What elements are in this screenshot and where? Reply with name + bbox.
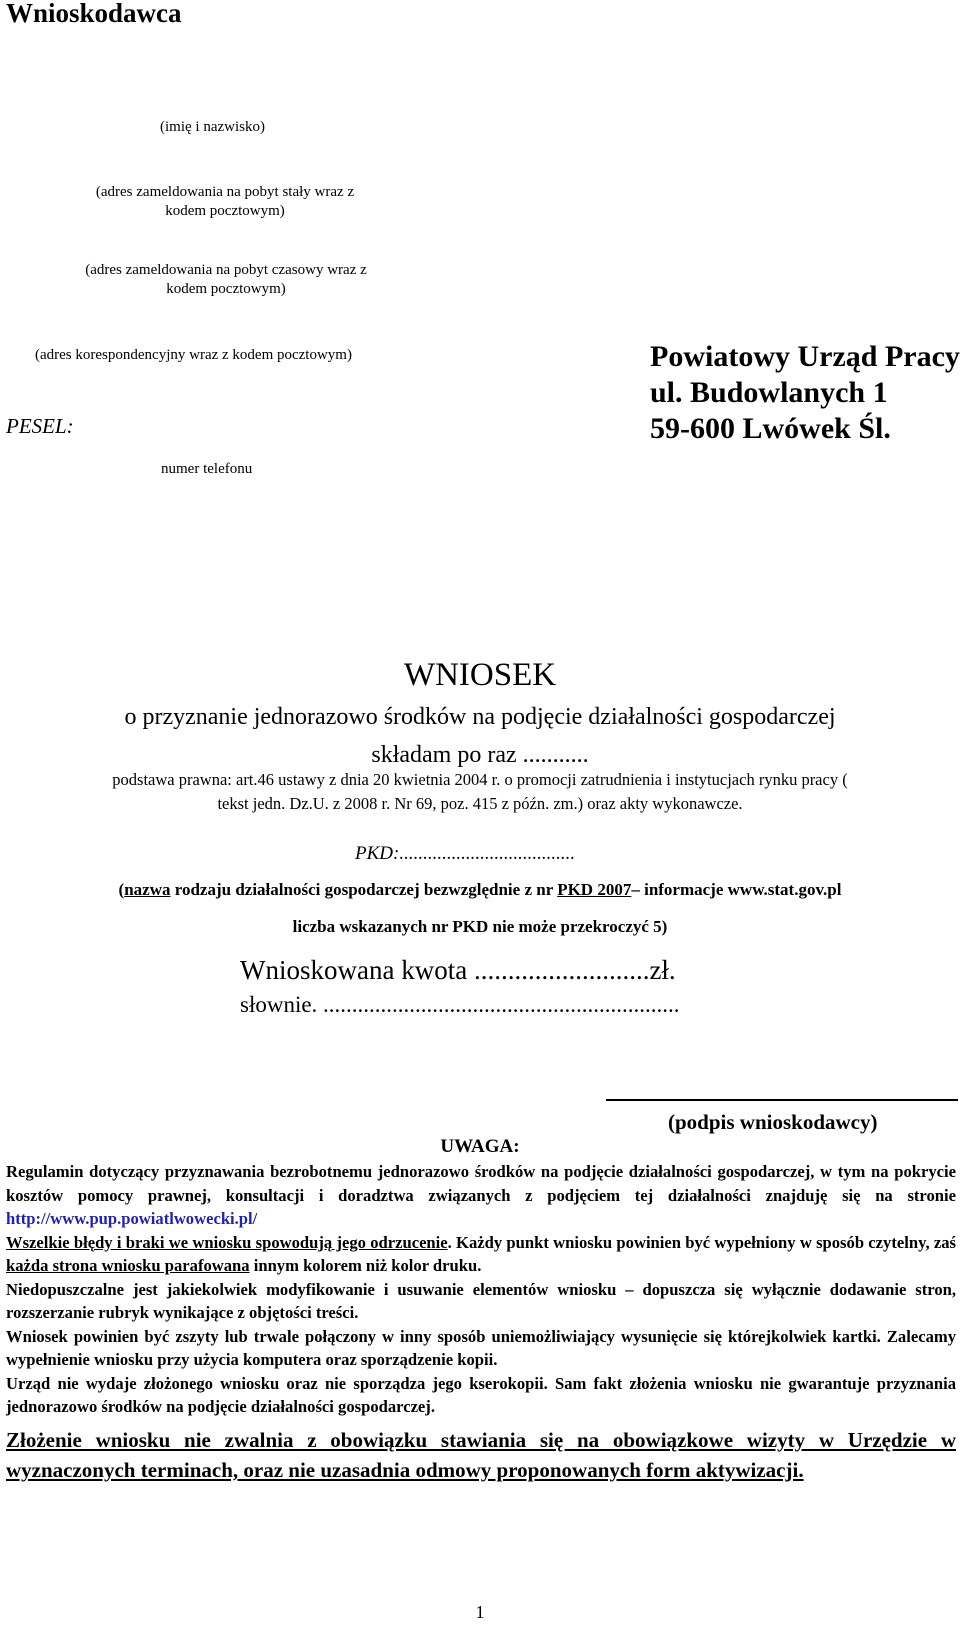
notice-paragraph: Urząd nie wydaje złożonego wniosku oraz nie sporządza jego kserokopii. Sam fakt złożenia wniosku nie gwarantuje przyznania jednorazowo środków na podjęcie działalności gospodarczej. <box>6 1373 956 1416</box>
applicant-title: Wnioskodawca <box>6 0 182 28</box>
notice-paragraph: Niedopuszczalne jest jakiekolwiek modyfikowanie i usuwanie elementów wniosku – dopuszcza się wyłącznie dodawanie stron, rozszerzanie rubryk wynikające z objętości treści. <box>6 1279 956 1322</box>
notice-important <box>6 1425 956 1485</box>
name-hint: (imię i nazwisko) <box>160 119 265 135</box>
pkd-note-info: – informacje www.stat.gov.pl <box>631 880 842 899</box>
application-heading: WNIOSEK <box>403 657 557 693</box>
signature-label: (podpis wnioskodawcy) <box>668 1110 878 1134</box>
notice-p2-underlined2: każda strona wniosku parafowana <box>6 1256 250 1275</box>
pkd-note-open: ( <box>118 880 125 899</box>
pkd-note-name: nazwa <box>124 880 171 899</box>
notice-p1-text: Regulamin dotyczący przyznawania bezrobotnemu jednorazowo środków na podjęcie działalności gospodarczej, w tym na pokrycie kosztów pomocy prawnej, konsultacji i doradztwa związanych z podjęciem tej działalności znajduję się na stronie <box>6 1162 956 1205</box>
notice-important-text: Złożenie wniosku nie zwalnia z obowiązku stawiania się na obowiązkowe wizyty w Urzędzie w wyznaczonych terminach, oraz nie uzasadnia odmowy proponowanych form aktywizacji. <box>6 1428 956 1482</box>
notice-p2-underlined: Wszelkie błędy i braki we wniosku spowodują jego odrzucenie <box>6 1232 448 1252</box>
notice-p2-text: . Każdy punkt wniosku powinien być wypełniony w sposób czytelny, zaś <box>447 1232 956 1252</box>
notice-p2-text2: innym kolorem niż kolor druku. <box>249 1256 482 1275</box>
permanent-address-hint: (adres zameldowania na pobyt stały wraz z kodem pocztowym) <box>95 184 355 219</box>
pesel-label: PESEL: <box>6 414 74 438</box>
application-times: składam po raz ........... <box>371 742 589 768</box>
pkd-note-text: rodzaju działalności gospodarczej bezwzględnie z nr <box>170 880 558 899</box>
application-subtitle: o przyznanie jednorazowo środków na podjęcie działalności gospodarczej <box>124 704 836 730</box>
pkd-limit: liczba wskazanych nr PKD nie może przekroczyć 5) <box>292 917 668 936</box>
correspondence-address-hint: (adres korespondencyjny wraz z kodem pocztowym) <box>35 347 352 363</box>
legal-basis <box>0 768 960 816</box>
office-name: Powiatowy Urząd Pracy <box>650 340 960 373</box>
phone-hint: numer telefonu <box>161 461 253 477</box>
pkd-note <box>0 880 960 900</box>
requested-amount: Wnioskowana kwota ..........................zł. <box>240 955 676 985</box>
pkd-note-code: PKD 2007 <box>557 880 632 899</box>
signature-line <box>606 1099 958 1101</box>
legal-basis-text: podstawa prawna: art.46 ustawy z dnia 20 kwietnia 2004 r. o promocji zatrudnienia i instytucjach rynku pracy ( tekst jedn. Dz.U. z 2008 r. Nr 69, poz. 415 z późn. zm.) oraz akty wykonawcze. <box>112 770 848 813</box>
regulation-link[interactable]: http://www.pup.powiatlwowecki.pl/ <box>6 1209 258 1228</box>
amount-in-words: słownie. .............................................................. <box>240 992 680 1017</box>
office-address <box>650 339 960 447</box>
notice-body <box>6 1160 956 1419</box>
pkd-label: PKD:..................................... <box>355 843 576 864</box>
office-street: ul. Budowlanych 1 <box>650 376 888 409</box>
notice-paragraph: Wniosek powinien być zszyty lub trwale połączony w inny sposób uniemożliwiający wysunięcie się którejkolwiek kartki. Zalecamy wypełnienie wniosku przy użycia komputera oraz sporządzenie kopii. <box>6 1326 956 1369</box>
notice-paragraph <box>6 1231 956 1278</box>
temporary-address-hint: (adres zameldowania na pobyt czasowy wraz z kodem pocztowym) <box>85 262 367 297</box>
notice-paragraph <box>6 1160 956 1231</box>
office-city: 59-600 Lwówek Śl. <box>650 412 891 445</box>
page-number: 1 <box>475 1602 485 1622</box>
notice-title: UWAGA: <box>440 1136 520 1157</box>
